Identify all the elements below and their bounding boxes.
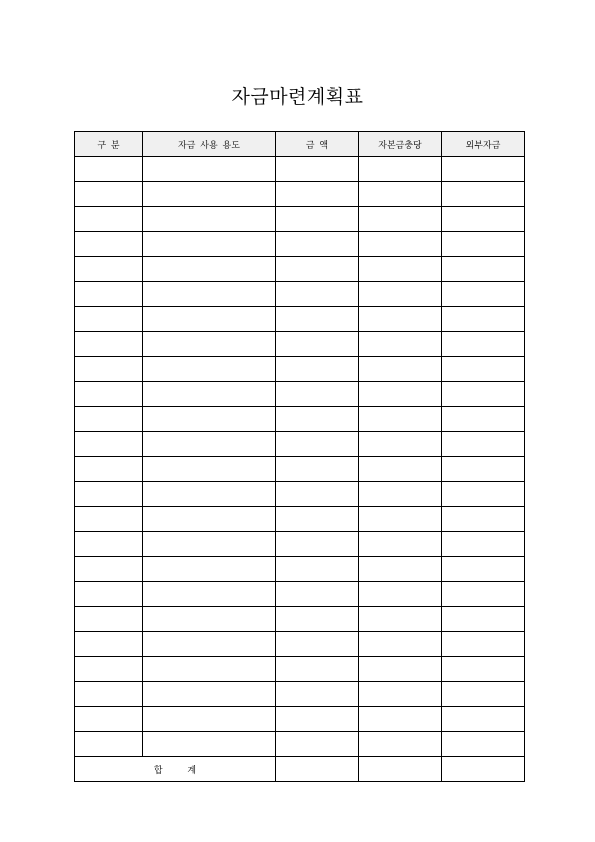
equity-cell[interactable] [359, 207, 442, 232]
equity-cell[interactable] [359, 657, 442, 682]
external-cell[interactable] [442, 407, 525, 432]
usage-cell[interactable] [143, 482, 276, 507]
external-cell[interactable] [442, 432, 525, 457]
usage-cell[interactable] [143, 232, 276, 257]
category-cell[interactable] [75, 332, 143, 357]
table-row [75, 157, 525, 182]
equity-cell[interactable] [359, 307, 442, 332]
amount-cell[interactable] [276, 407, 359, 432]
category-cell[interactable] [75, 657, 143, 682]
usage-cell[interactable] [143, 557, 276, 582]
external-cell[interactable] [442, 557, 525, 582]
usage-cell[interactable] [143, 357, 276, 382]
table-row [75, 307, 525, 332]
amount-cell[interactable] [276, 282, 359, 307]
category-cell[interactable] [75, 382, 143, 407]
table-row [75, 382, 525, 407]
external-cell[interactable] [442, 282, 525, 307]
external-cell[interactable] [442, 332, 525, 357]
amount-cell[interactable] [276, 707, 359, 732]
equity-cell[interactable] [359, 482, 442, 507]
header-equity-funding: 자본금충당 [359, 132, 442, 157]
amount-cell[interactable] [276, 332, 359, 357]
table-row [75, 582, 525, 607]
table-row [75, 507, 525, 532]
amount-cell[interactable] [276, 432, 359, 457]
external-cell[interactable] [442, 357, 525, 382]
table-row [75, 282, 525, 307]
table-row [75, 732, 525, 757]
equity-cell[interactable] [359, 357, 442, 382]
table-row [75, 707, 525, 732]
header-usage: 자금 사용 용도 [143, 132, 276, 157]
page-title: 자금마련계획표 [231, 86, 364, 108]
category-cell[interactable] [75, 482, 143, 507]
equity-cell[interactable] [359, 332, 442, 357]
usage-cell[interactable] [143, 207, 276, 232]
external-cell[interactable] [442, 307, 525, 332]
equity-cell[interactable] [359, 532, 442, 557]
table-row [75, 482, 525, 507]
table-row [75, 407, 525, 432]
amount-cell[interactable] [276, 582, 359, 607]
table-row [75, 632, 525, 657]
external-cell[interactable] [442, 232, 525, 257]
category-cell[interactable] [75, 357, 143, 382]
header-external-funding: 외부자금 [442, 132, 525, 157]
total-amount-cell[interactable] [276, 757, 359, 782]
usage-cell[interactable] [143, 182, 276, 207]
external-cell[interactable] [442, 682, 525, 707]
usage-cell[interactable] [143, 457, 276, 482]
equity-cell[interactable] [359, 407, 442, 432]
external-cell[interactable] [442, 507, 525, 532]
usage-cell[interactable] [143, 532, 276, 557]
equity-cell[interactable] [359, 232, 442, 257]
amount-cell[interactable] [276, 207, 359, 232]
amount-cell[interactable] [276, 307, 359, 332]
equity-cell[interactable] [359, 557, 442, 582]
category-cell[interactable] [75, 457, 143, 482]
table-row [75, 532, 525, 557]
usage-cell[interactable] [143, 382, 276, 407]
external-cell[interactable] [442, 732, 525, 757]
amount-cell[interactable] [276, 532, 359, 557]
equity-cell[interactable] [359, 157, 442, 182]
header-amount: 금 액 [276, 132, 359, 157]
category-cell[interactable] [75, 232, 143, 257]
external-cell[interactable] [442, 207, 525, 232]
external-cell[interactable] [442, 382, 525, 407]
table-row [75, 657, 525, 682]
table-row [75, 232, 525, 257]
amount-cell[interactable] [276, 482, 359, 507]
table-row [75, 607, 525, 632]
table-row [75, 682, 525, 707]
category-cell[interactable] [75, 532, 143, 557]
amount-cell[interactable] [276, 657, 359, 682]
total-external-cell[interactable] [442, 757, 525, 782]
equity-cell[interactable] [359, 632, 442, 657]
table-row [75, 457, 525, 482]
table-row [75, 182, 525, 207]
total-label: 합 계 [75, 757, 276, 782]
funding-plan-table [74, 131, 525, 782]
external-cell[interactable] [442, 707, 525, 732]
amount-cell[interactable] [276, 632, 359, 657]
external-cell[interactable] [442, 582, 525, 607]
equity-cell[interactable] [359, 582, 442, 607]
amount-cell[interactable] [276, 457, 359, 482]
amount-cell[interactable] [276, 557, 359, 582]
usage-cell[interactable] [143, 307, 276, 332]
table-row [75, 257, 525, 282]
category-cell[interactable] [75, 632, 143, 657]
table-row [75, 432, 525, 457]
usage-cell[interactable] [143, 732, 276, 757]
usage-cell[interactable] [143, 407, 276, 432]
category-cell[interactable] [75, 432, 143, 457]
amount-cell[interactable] [276, 682, 359, 707]
table-row [75, 557, 525, 582]
usage-cell[interactable] [143, 682, 276, 707]
category-cell[interactable] [75, 682, 143, 707]
equity-cell[interactable] [359, 257, 442, 282]
amount-cell[interactable] [276, 607, 359, 632]
equity-cell[interactable] [359, 432, 442, 457]
external-cell[interactable] [442, 532, 525, 557]
usage-cell[interactable] [143, 582, 276, 607]
table-row [75, 357, 525, 382]
category-cell[interactable] [75, 207, 143, 232]
equity-cell[interactable] [359, 457, 442, 482]
amount-cell[interactable] [276, 257, 359, 282]
usage-cell[interactable] [143, 157, 276, 182]
usage-cell[interactable] [143, 657, 276, 682]
category-cell[interactable] [75, 557, 143, 582]
usage-cell[interactable] [143, 432, 276, 457]
equity-cell[interactable] [359, 507, 442, 532]
category-cell[interactable] [75, 407, 143, 432]
table-row [75, 332, 525, 357]
category-cell[interactable] [75, 157, 143, 182]
table-body [75, 157, 525, 757]
usage-cell[interactable] [143, 607, 276, 632]
amount-cell[interactable] [276, 157, 359, 182]
usage-cell[interactable] [143, 507, 276, 532]
total-row [75, 757, 525, 782]
amount-cell[interactable] [276, 382, 359, 407]
amount-cell[interactable] [276, 357, 359, 382]
external-cell[interactable] [442, 657, 525, 682]
amount-cell[interactable] [276, 182, 359, 207]
amount-cell[interactable] [276, 232, 359, 257]
equity-cell[interactable] [359, 382, 442, 407]
category-cell[interactable] [75, 307, 143, 332]
header-row [75, 132, 525, 157]
external-cell[interactable] [442, 457, 525, 482]
header-category: 구 분 [75, 132, 143, 157]
table-row [75, 207, 525, 232]
external-cell[interactable] [442, 632, 525, 657]
equity-cell[interactable] [359, 732, 442, 757]
external-cell[interactable] [442, 482, 525, 507]
usage-cell[interactable] [143, 282, 276, 307]
equity-cell[interactable] [359, 182, 442, 207]
external-cell[interactable] [442, 607, 525, 632]
equity-cell[interactable] [359, 682, 442, 707]
total-equity-cell[interactable] [359, 757, 442, 782]
equity-cell[interactable] [359, 607, 442, 632]
usage-cell[interactable] [143, 257, 276, 282]
category-cell[interactable] [75, 507, 143, 532]
usage-cell[interactable] [143, 632, 276, 657]
equity-cell[interactable] [359, 707, 442, 732]
amount-cell[interactable] [276, 507, 359, 532]
amount-cell[interactable] [276, 732, 359, 757]
category-cell[interactable] [75, 707, 143, 732]
external-cell[interactable] [442, 257, 525, 282]
external-cell[interactable] [442, 157, 525, 182]
category-cell[interactable] [75, 282, 143, 307]
category-cell[interactable] [75, 582, 143, 607]
category-cell[interactable] [75, 182, 143, 207]
category-cell[interactable] [75, 257, 143, 282]
equity-cell[interactable] [359, 282, 442, 307]
usage-cell[interactable] [143, 707, 276, 732]
category-cell[interactable] [75, 607, 143, 632]
external-cell[interactable] [442, 182, 525, 207]
category-cell[interactable] [75, 732, 143, 757]
usage-cell[interactable] [143, 332, 276, 357]
